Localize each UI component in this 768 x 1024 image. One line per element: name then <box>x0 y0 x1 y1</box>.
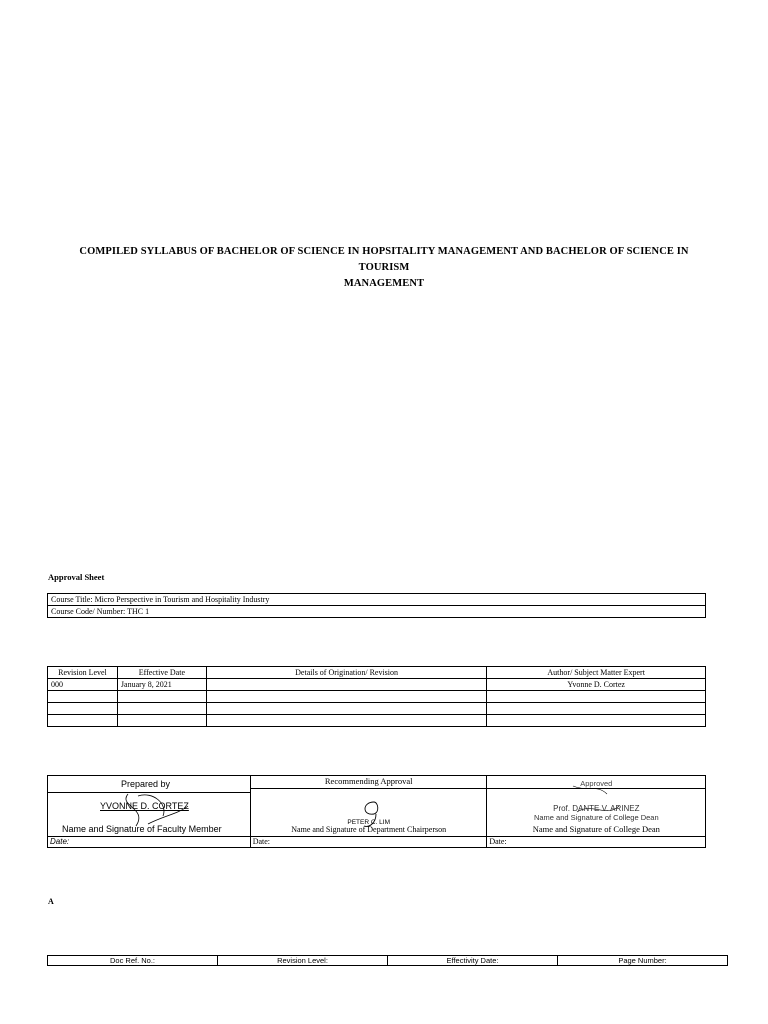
cell-details <box>206 703 487 715</box>
title-line-1: COMPILED SYLLABUS OF BACHELOR OF SCIENCE IN HOPSITALITY MANAGEMENT AND BACHELOR OF SCIENCE IN TOURISM <box>79 246 689 273</box>
table-row <box>48 679 706 691</box>
approved-caption: Name and Signature of College Dean <box>532 824 660 834</box>
recommending-approval-cell <box>250 776 487 837</box>
cell-revision-level <box>48 703 118 715</box>
prepared-by-caption: Name and Signature of Faculty Member <box>62 824 222 834</box>
footer-doc-ref: Doc Ref. No.: <box>48 956 218 966</box>
approval-sheet-label: Approval Sheet <box>48 572 105 582</box>
cell-author: Yvonne D. Cortez <box>487 679 706 691</box>
course-code: Course Code/ Number: THC 1 <box>48 606 706 618</box>
prepared-by-name: YVONNE D. CORTEZ <box>100 801 189 811</box>
course-title: Course Title: Micro Perspective in Tourism and Hospitality Industry <box>48 594 706 606</box>
approved-cell <box>487 776 706 837</box>
cell-revision-level <box>48 715 118 727</box>
recommending-date: Date: <box>250 837 487 848</box>
recommending-caption: Name and Signature of Department Chairperson <box>291 825 447 834</box>
course-info-table <box>47 593 706 618</box>
cell-revision-level: 000 <box>48 679 118 691</box>
footer-page-number: Page Number: <box>558 956 728 966</box>
cell-author <box>487 691 706 703</box>
cell-author <box>487 715 706 727</box>
title-line-2: MANAGEMENT <box>343 278 425 289</box>
prepared-by-cell <box>48 776 251 837</box>
cell-effective-date <box>117 715 206 727</box>
cell-revision-level <box>48 691 118 703</box>
document-title <box>60 244 708 292</box>
approved-subcaption: Name and Signature of College Dean <box>533 813 659 822</box>
revision-header-row <box>48 667 706 679</box>
cell-details <box>206 679 487 691</box>
a-mark: A <box>48 897 54 906</box>
cell-details <box>206 691 487 703</box>
recommending-name: PETER C. LIM <box>347 819 390 826</box>
table-row <box>48 703 706 715</box>
approved-date: Date: <box>487 837 706 848</box>
approved-name: Prof. DANTE V. ARINEZ <box>553 804 640 813</box>
prepared-by-heading: Prepared by <box>121 779 171 789</box>
cell-effective-date <box>117 703 206 715</box>
header-author: Author/ Subject Matter Expert <box>487 667 706 679</box>
table-row <box>48 691 706 703</box>
prepared-date: Date: <box>48 837 251 848</box>
recommending-divider <box>251 788 487 789</box>
approved-heading: Approved <box>580 779 613 788</box>
recommending-heading: Recommending Approval <box>324 776 413 786</box>
footer-effectivity-date: Effectivity Date: <box>388 956 558 966</box>
footer-table <box>47 955 728 966</box>
footer-revision-level: Revision Level: <box>218 956 388 966</box>
revision-table <box>47 666 706 727</box>
table-row <box>48 715 706 727</box>
cell-effective-date: January 8, 2021 <box>117 679 206 691</box>
header-details: Details of Origination/ Revision <box>206 667 487 679</box>
cell-details <box>206 715 487 727</box>
cell-author <box>487 703 706 715</box>
header-effective-date: Effective Date <box>117 667 206 679</box>
signature-table <box>47 775 706 848</box>
cell-effective-date <box>117 691 206 703</box>
header-revision-level: Revision Level <box>48 667 118 679</box>
